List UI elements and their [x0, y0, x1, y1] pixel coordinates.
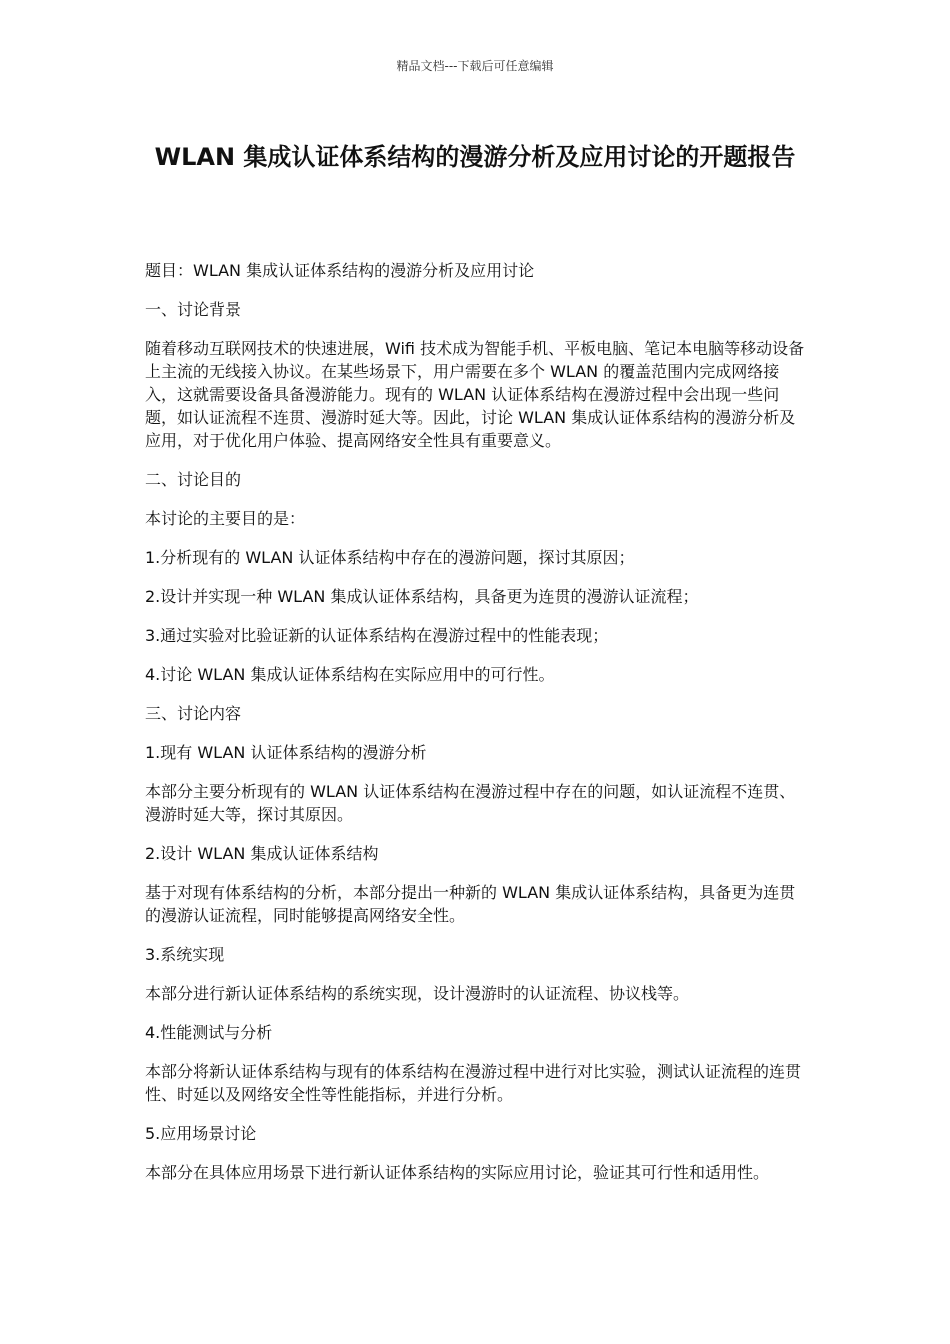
purpose-intro: 本讨论的主要目的是： — [145, 509, 306, 528]
content-heading-1: 1.现有 WLAN 认证体系结构的漫游分析 — [145, 743, 427, 762]
purpose-item-2: 2.设计并实现一种 WLAN 集成认证体系结构，具备更为连贯的漫游认证流程； — [145, 587, 699, 606]
content-paragraph-5: 本部分在具体应用场景下进行新认证体系结构的实际应用讨论，验证其可行性和适用性。 — [145, 1163, 770, 1182]
content-paragraph-3: 本部分进行新认证体系结构的系统实现，设计漫游时的认证流程、协议栈等。 — [145, 984, 690, 1003]
subject-line: 题目：WLAN 集成认证体系结构的漫游分析及应用讨论 — [145, 261, 535, 280]
section-heading-background: 一、讨论背景 — [145, 300, 242, 319]
content-paragraph-2: 基于对现有体系结构的分析，本部分提出一种新的 WLAN 集成认证体系结构，具备更为连贯的漫游认证流程，同时能够提高网络安全性。 — [145, 883, 796, 925]
content-heading-2: 2.设计 WLAN 集成认证体系结构 — [145, 844, 379, 863]
content-heading-5: 5.应用场景讨论 — [145, 1124, 257, 1143]
document-body — [145, 259, 805, 1200]
content-heading-4: 4.性能测试与分析 — [145, 1023, 273, 1042]
content-heading-3: 3.系统实现 — [145, 945, 225, 964]
section-heading-content: 三、讨论内容 — [145, 704, 242, 723]
document-title: WLAN 集成认证体系结构的漫游分析及应用讨论的开题报告 — [154, 143, 796, 171]
purpose-item-3: 3.通过实验对比验证新的认证体系结构在漫游过程中的性能表现； — [145, 626, 609, 645]
header-note: 精品文档---下载后可任意编辑 — [396, 59, 554, 73]
content-paragraph-4: 本部分将新认证体系结构与现有的体系结构在漫游过程中进行对比实验，测试认证流程的连贯性、时延以及网络安全性等性能指标，并进行分析。 — [145, 1062, 802, 1104]
purpose-item-4: 4.讨论 WLAN 集成认证体系结构在实际应用中的可行性。 — [145, 665, 555, 684]
content-paragraph-1: 本部分主要分析现有的 WLAN 认证体系结构在漫游过程中存在的问题，如认证流程不连贯、漫游时延大等，探讨其原因。 — [145, 782, 796, 824]
section-heading-purpose: 二、讨论目的 — [145, 470, 242, 489]
purpose-item-1: 1.分析现有的 WLAN 认证体系结构中存在的漫游问题，探讨其原因； — [145, 548, 635, 567]
background-paragraph: 随着移动互联网技术的快速进展，Wifi 技术成为智能手机、平板电脑、笔记本电脑等移动设备上主流的无线接入协议。在某些场景下，用户需要在多个 WLAN 的覆盖范围内完成网络接入，这就需要设备具备漫游能力。现有的 WLAN 认证体系结构在漫游过程中会出现一些问题，如认证流程不连贯、漫游时延大等。因此，讨论 WLAN 集成认证体系结构的漫游分析及应用，对于优化用户体验、提高网络安全性具有重要意义。 — [145, 339, 805, 450]
